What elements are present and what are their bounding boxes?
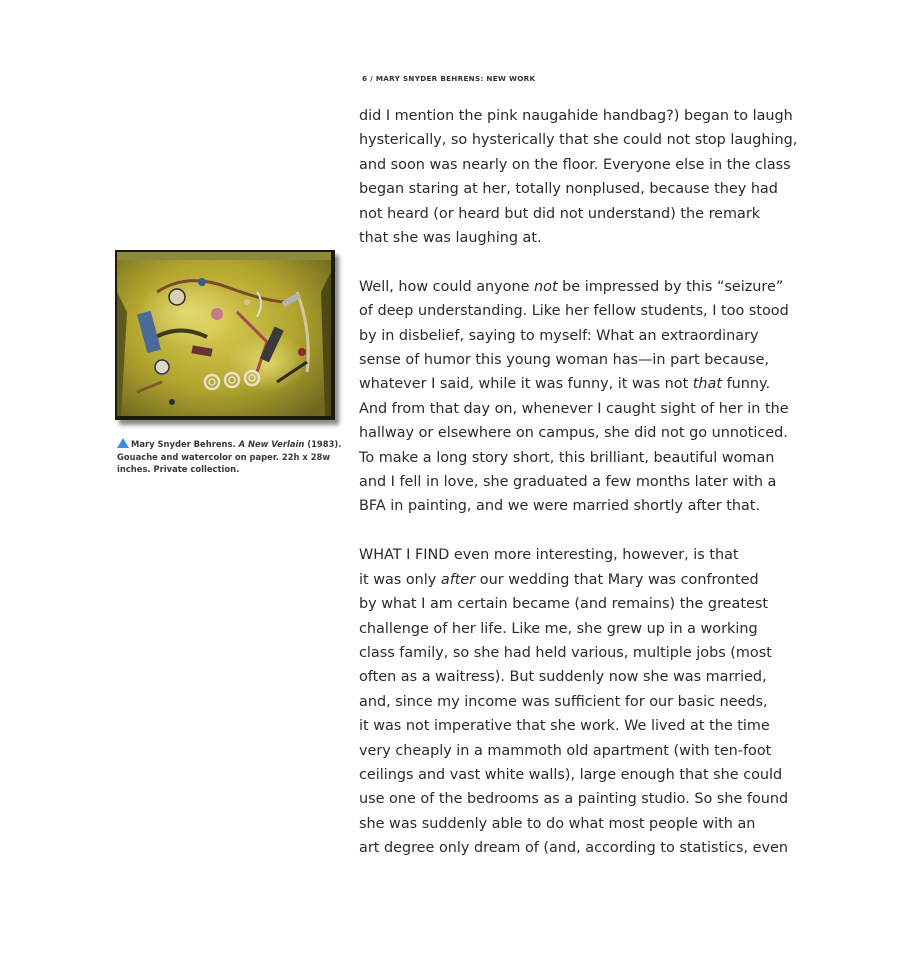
text-line: [359, 763, 799, 787]
text-run: that she was laughing at.: [359, 230, 542, 247]
paragraph: [359, 104, 799, 250]
running-head: [362, 74, 535, 83]
text-line: [359, 812, 799, 836]
text-run: and I fell in love, she graduated a few months later with a: [359, 474, 777, 491]
emphasis-text: that: [692, 376, 723, 393]
text-run: WHAT I FIND even more interesting, however, is that: [359, 547, 739, 564]
text-run: not heard (or heard but did not understand) the remark: [359, 205, 761, 222]
text-run: sense of humor this young woman has—in part because,: [359, 352, 769, 369]
text-run: she was suddenly able to do what most people with an: [359, 815, 756, 832]
text-run: it was not imperative that she work. We lived at the time: [359, 718, 770, 735]
text-line: [359, 348, 799, 372]
text-run: and, since my income was sufficient for our basic needs,: [359, 693, 768, 710]
text-line: [359, 787, 799, 811]
text-run: began staring at her, totally nonplused, because they had: [359, 181, 778, 198]
text-run: class family, so she had held various, multiple jobs (most: [359, 644, 772, 661]
text-line: [359, 617, 799, 641]
text-line: [359, 299, 799, 323]
text-line: [359, 275, 799, 299]
artwork-image: [115, 250, 335, 420]
caption-collection: inches. Private collection.: [117, 464, 240, 475]
text-run: very cheaply in a mammoth old apartment (with ten-foot: [359, 742, 772, 759]
caption-medium: Gouache and watercolor on paper. 22h x 28w: [117, 451, 331, 462]
text-run: BFA in painting, and we were married shortly after that.: [359, 498, 761, 515]
body-text: [359, 104, 799, 885]
text-line: [359, 665, 799, 689]
text-line: [359, 568, 799, 592]
text-run: use one of the bedrooms as a painting studio. So she found: [359, 791, 789, 808]
text-run: art degree only dream of (and, according to statistics, even: [359, 840, 788, 857]
caption-year: (1983).: [307, 439, 342, 449]
text-line: [359, 421, 799, 445]
text-run: our wedding that Mary was confronted: [475, 571, 759, 588]
text-line: [359, 128, 799, 152]
text-line: [359, 714, 799, 738]
text-run: And from that day on, whenever I caught sight of her in the: [359, 400, 789, 417]
text-run: hysterically, so hysterically that she could not stop laughing,: [359, 132, 798, 149]
text-run: be impressed by this “seizure”: [557, 278, 784, 295]
text-line: [359, 470, 799, 494]
paragraph: [359, 275, 799, 519]
running-head-title: MARY SNYDER BEHRENS: NEW WORK: [375, 74, 536, 83]
text-run: ceilings and vast white walls), large enough that she could: [359, 766, 783, 783]
text-run: challenge of her life. Like me, she grew up in a working: [359, 620, 758, 637]
text-run: Well, how could anyone: [359, 278, 535, 295]
text-line: [359, 324, 799, 348]
text-line: [359, 494, 799, 518]
text-run: it was only: [359, 571, 441, 588]
triangle-marker-icon: [117, 438, 129, 448]
text-line: [359, 739, 799, 763]
caption-title: A New Verlain: [238, 439, 305, 449]
text-line: [359, 397, 799, 421]
text-line: [359, 372, 799, 396]
caption-artist: Mary Snyder Behrens.: [131, 439, 236, 449]
page-number: 6 /: [362, 74, 374, 83]
text-line: [359, 592, 799, 616]
text-run: and soon was nearly on the floor. Everyone else in the class: [359, 156, 791, 173]
paragraph: [359, 543, 799, 860]
text-line: [359, 690, 799, 714]
text-line: [359, 153, 799, 177]
emphasis-text: after: [440, 571, 476, 588]
text-run: whatever I said, while it was funny, it was not: [359, 376, 693, 393]
text-line: [359, 202, 799, 226]
text-line: [359, 104, 799, 128]
text-line: [359, 446, 799, 470]
text-run: by what I am certain became (and remains) the greatest: [359, 596, 768, 613]
text-line: [359, 177, 799, 201]
text-run: often as a waitress). But suddenly now she was married,: [359, 669, 767, 686]
text-line: [359, 641, 799, 665]
text-run: of deep understanding. Like her fellow students, I too stood: [359, 303, 789, 320]
artwork-caption: [117, 438, 347, 476]
text-line: [359, 836, 799, 860]
text-run: To make a long story short, this brilliant, beautiful woman: [359, 449, 775, 466]
emphasis-text: not: [534, 278, 558, 295]
text-run: did I mention the pink naugahide handbag?) began to laugh: [359, 108, 793, 124]
text-line: [359, 543, 799, 567]
text-run: hallway or elsewhere on campus, she did not go unnoticed.: [359, 425, 788, 442]
text-line: [359, 226, 799, 250]
text-run: by in disbelief, saying to myself: What an extraordinary: [359, 327, 759, 344]
text-run: funny.: [722, 376, 771, 393]
painting-a-new-verlain: [117, 252, 331, 416]
